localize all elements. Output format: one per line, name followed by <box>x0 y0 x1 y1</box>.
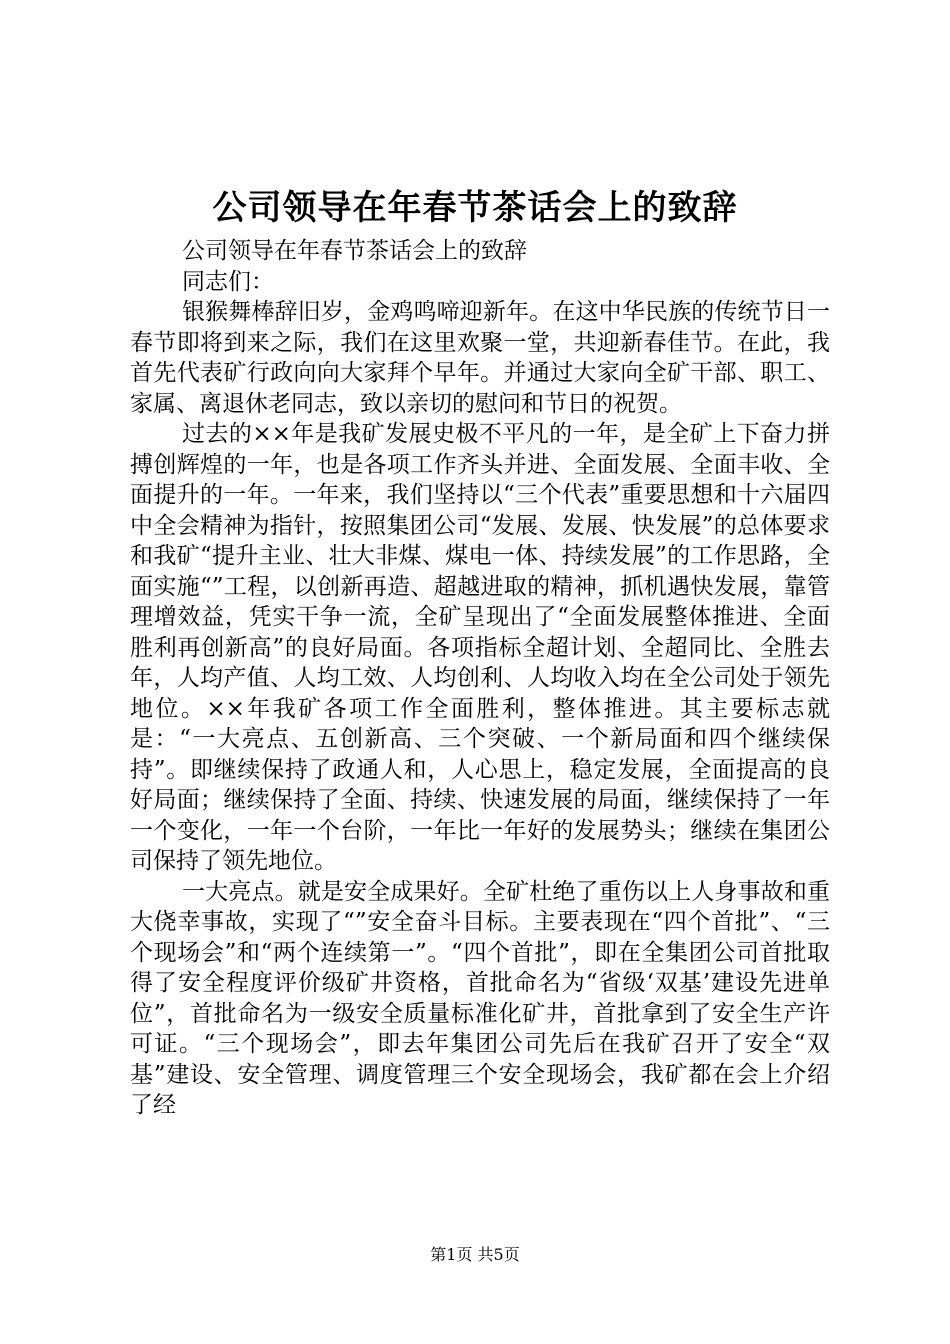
body-paragraph: 一大亮点。就是安全成果好。全矿杜绝了重伤以上人身事故和重大侥幸事故，实现了“”安全奋斗目标。主要表现在“四个首批”、“三个现场会”和“两个连续第一”。“四个首批”，即在全集团公司首批取得了安全程度评价级矿井资格，首批命名为“省级‘双基’建设先进单位”，首批命名为一级安全质量标准化矿井，首批拿到了安全生产许可证。“三个现场会”，即去年集团公司先后在我矿召开了安全“双基”建设、安全管理、调度管理三个安全现场会，我矿都在会上介绍了经 <box>130 878 830 1118</box>
page-number-footer: 第1页 共5页 <box>430 1245 520 1264</box>
document-title: 公司领导在年春节茶话会上的致辞 <box>212 188 738 228</box>
salutation-paragraph: 同志们： <box>182 268 274 295</box>
body-paragraph: 银猴舞棒辞旧岁，金鸡鸣啼迎新年。在这中华民族的传统节日一春节即将到来之际，我们在这里欢聚一堂，共迎新春佳节。在此，我首先代表矿行政向向大家拜个早年。并通过大家向全矿干部、职工、家属、离退休老同志，致以亲切的慰问和节日的祝贺。 <box>130 299 830 417</box>
body-paragraph: 过去的××年是我矿发展史极不平凡的一年，是全矿上下奋力拼搏创辉煌的一年，也是各项工作齐头并进、全面发展、全面丰收、全面提升的一年。一年来，我们坚持以“三个代表”重要思想和十六届四中全会精神为指针，按照集团公司“发展、发展、快发展”的总体要求和我矿“提升主业、壮大非煤、煤电一体、持续发展”的工作思路，全面实施“”工程，以创新再造、超越进取的精神，抓机遇快发展，靠管理增效益，凭实干争一流，全矿呈现出了“全面发展整体推进、全面胜利再创新高”的良好局面。各项指标全超计划、全超同比、全胜去年，人均产值、人均工效、人均创利、人均收入均在全公司处于领先地位。××年我矿各项工作全面胜利，整体推进。其主要标志就是：“一大亮点、五创新高、三个突破、一个新局面和四个继续保持”。即继续保持了政通人和，人心思上，稳定发展，全面提高的良好局面；继续保持了全面、持续、快速发展的局面，继续保持了一年一个变化，一年一个台阶，一年比一年好的发展势头；继续在集团公司保持了领先地位。 <box>130 421 830 874</box>
subtitle-paragraph: 公司领导在年春节茶话会上的致辞 <box>182 238 527 264</box>
document-body <box>130 236 830 1121</box>
